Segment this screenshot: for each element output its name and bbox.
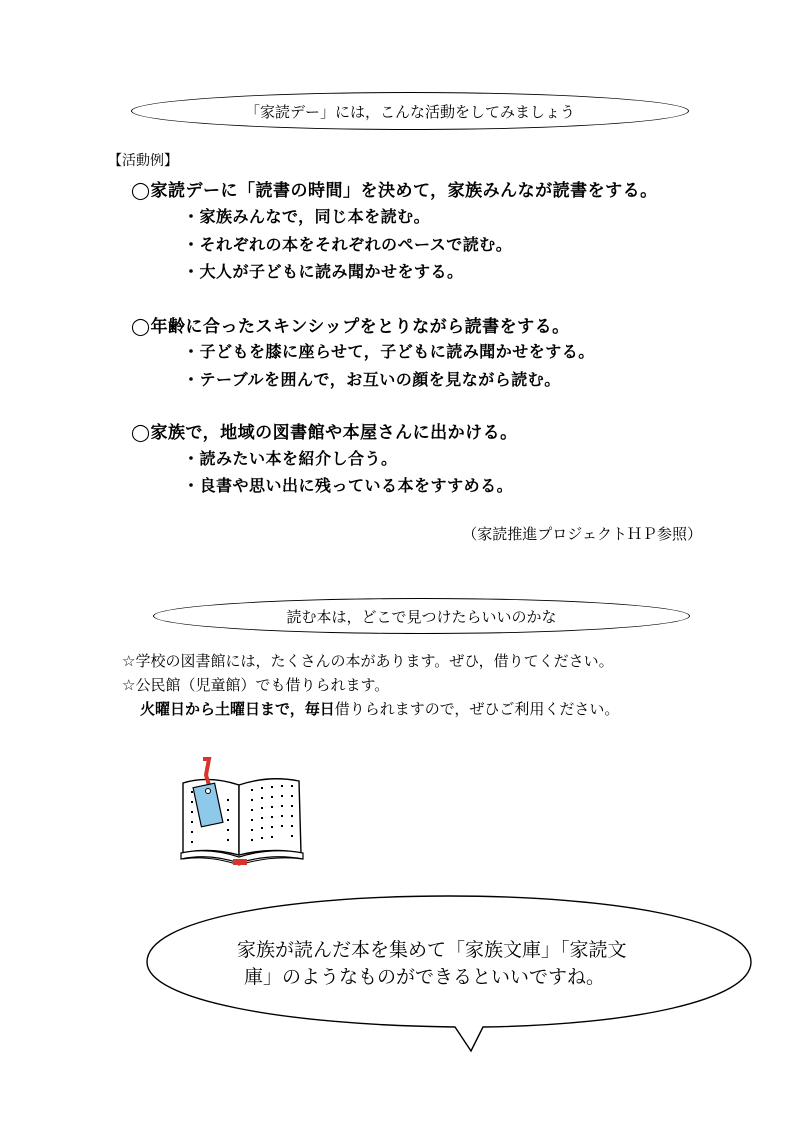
activity-examples-label: 【活動例】 <box>108 153 178 169</box>
open-book-illustration <box>175 755 315 873</box>
activity-main-1: ◯家読デーに「読書の時間」を決めて，家族みんなが読書をする。 <box>131 181 658 201</box>
section2-heading: 読む本は，どこで見つけたらいいのかな <box>286 607 557 626</box>
library-line-1: ☆学校の図書館には，たくさんの本があります。ぜひ，借りてください。 <box>122 652 614 670</box>
library-hours-rest: 借りられますので，ぜひご利用ください。 <box>334 700 620 718</box>
library-hours-bold: 火曜日から土曜日まで，毎日 <box>140 700 335 718</box>
activity-sub-1-3: ・大人が子どもに読み聞かせをする。 <box>183 262 464 281</box>
activity-sub-2-1: ・子どもを膝に座らせて，子どもに読み聞かせをする。 <box>183 342 595 361</box>
activity-sub-3-1: ・読みたい本を紹介し合う。 <box>183 449 398 468</box>
section1-heading: 「家読デー」には，こんな活動をしてみましょう <box>244 102 575 121</box>
activity-sub-3-2: ・良書や思い出に残っている本をすすめる。 <box>183 476 514 495</box>
reference-note: （家読推進プロジェクトＨＰ参照） <box>462 525 702 543</box>
activity-sub-1-1: ・家族みんなで，同じ本を読む。 <box>183 207 431 226</box>
library-hours-line <box>140 698 619 719</box>
speech-text-line2: 庫」のようなものができるといいですね。 <box>244 966 606 988</box>
activity-sub-1-2: ・それぞれの本をそれぞれのペースで読む。 <box>183 235 513 254</box>
speech-text-line1: 家族が読んだ本を集めて「家族文庫」「家読文 <box>237 939 627 961</box>
library-line-2: ☆公民館（児童館）でも借りられます。 <box>122 676 390 694</box>
activity-main-2: ◯年齢に合ったスキンシップをとりながら読書をする。 <box>131 317 570 337</box>
section1-heading-oval <box>131 92 689 130</box>
activity-sub-2-2: ・テーブルを囲んで，お互いの顔を見ながら読む。 <box>183 370 561 389</box>
section2-heading-oval <box>153 598 690 634</box>
activity-main-3: ◯家族で，地域の図書館や本屋さんに出かける。 <box>131 423 518 443</box>
